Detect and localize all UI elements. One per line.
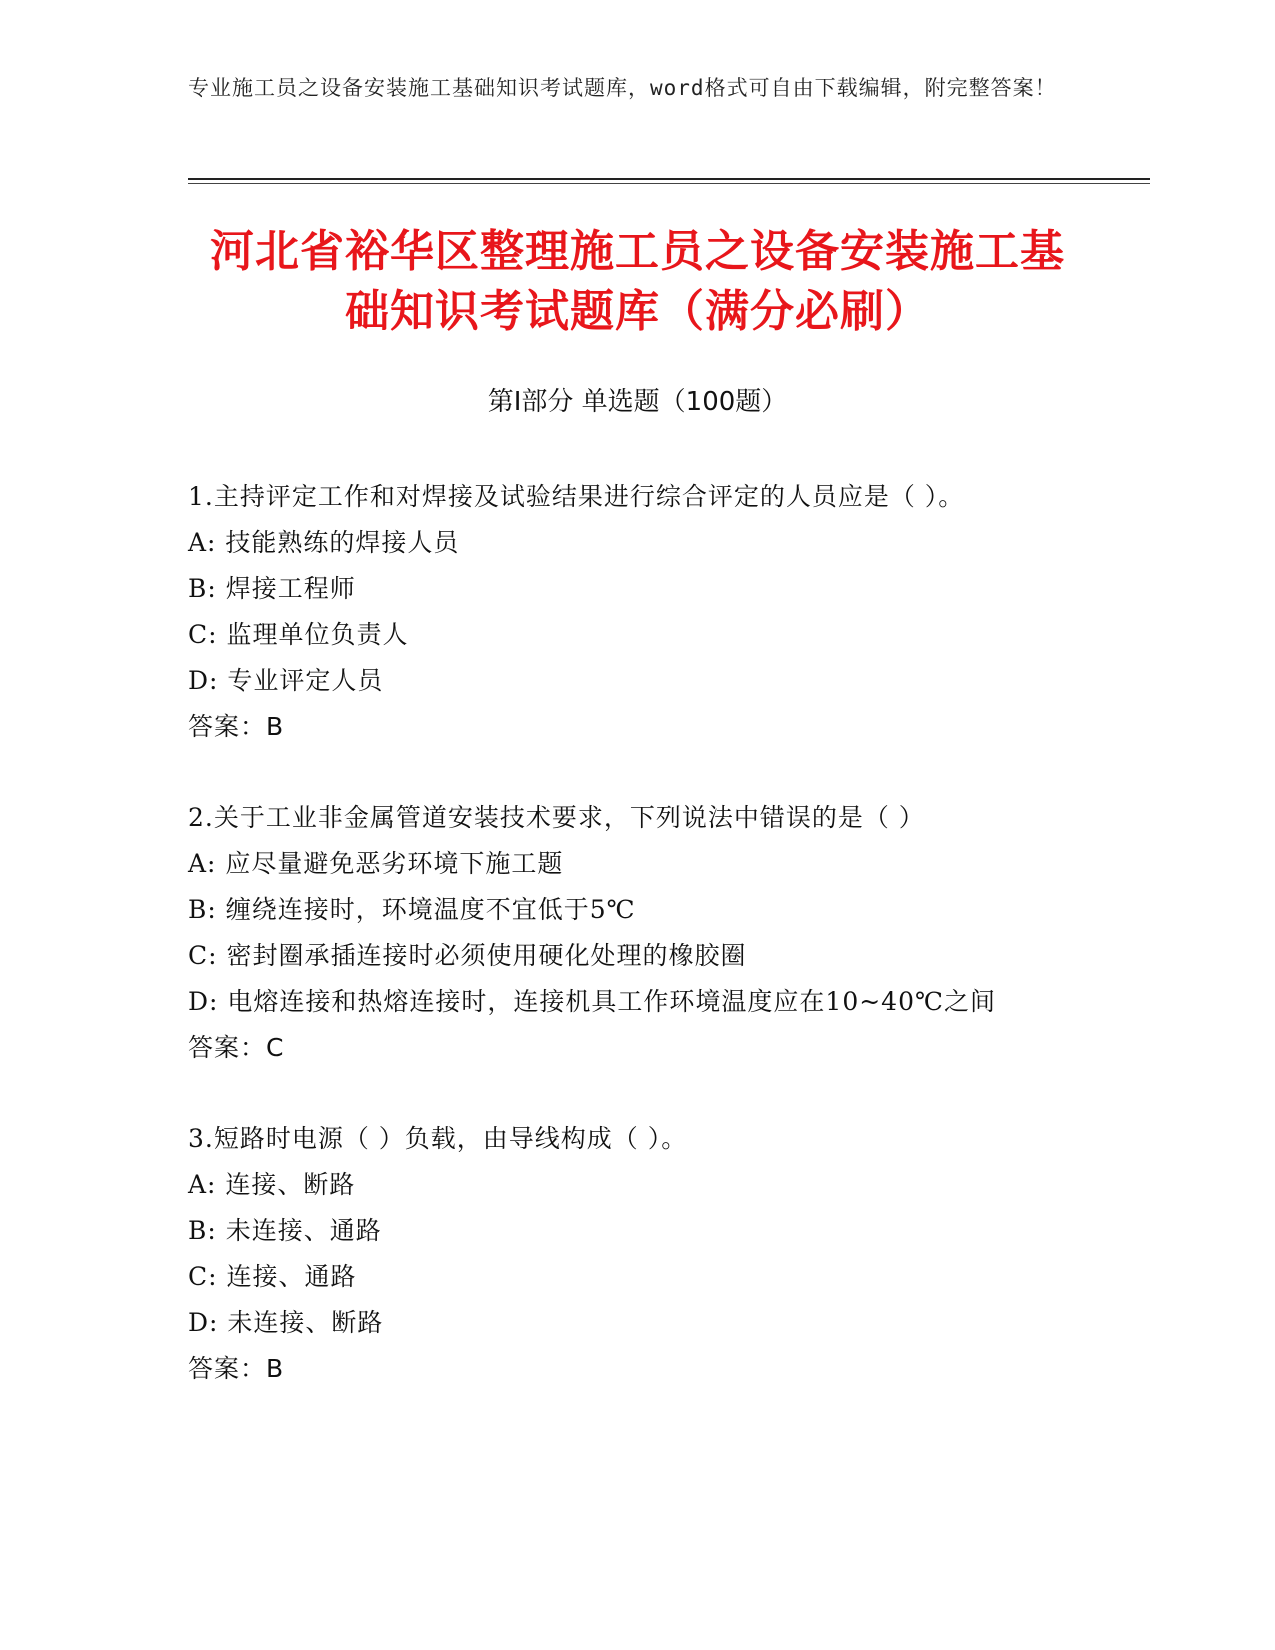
answer: 答案：B (188, 1354, 285, 1383)
document-title-line-1: 河北省裕华区整理施工员之设备安装施工基 (210, 226, 1065, 277)
question-gap (188, 1071, 1088, 1116)
question-2 (188, 795, 1088, 1071)
question-1 (188, 474, 1088, 750)
option-d: D: 专业评定人员 (188, 666, 384, 695)
option-c: C: 密封圈承插连接时必须使用硬化处理的橡胶圈 (188, 941, 747, 970)
answer: 答案：C (188, 1033, 285, 1062)
option-c: C: 监理单位负责人 (188, 620, 409, 649)
option-a: A: 应尽量避免恶劣环境下施工题 (188, 849, 564, 878)
document-title (150, 222, 1125, 342)
question-list (188, 474, 1088, 1392)
question-3 (188, 1116, 1088, 1392)
option-b: B: 焊接工程师 (188, 574, 356, 603)
option-b: B: 未连接、通路 (188, 1216, 382, 1245)
header-note: 专业施工员之设备安装施工基础知识考试题库，word格式可自由下载编辑，附完整答案！ (188, 76, 1057, 100)
option-d: D: 未连接、断路 (188, 1308, 384, 1337)
question-stem: 3.短路时电源（ ）负载，由导线构成（ ）。 (188, 1124, 688, 1153)
section-heading: 第I部分 单选题（100题） (487, 387, 788, 417)
question-stem: 1.主持评定工作和对焊接及试验结果进行综合评定的人员应是（ ）。 (188, 482, 965, 511)
document-title-line-2: 础知识考试题库（满分必刷） (345, 286, 930, 337)
header-divider-thick (188, 178, 1150, 180)
question-stem: 2.关于工业非金属管道安装技术要求，下列说法中错误的是（ ） (188, 803, 925, 832)
option-c: C: 连接、通路 (188, 1262, 357, 1291)
question-gap (188, 750, 1088, 795)
header-divider-thin (188, 183, 1150, 184)
option-a: A: 连接、断路 (188, 1170, 356, 1199)
option-b: B: 缠绕连接时，环境温度不宜低于5℃ (188, 895, 636, 924)
option-a: A: 技能熟练的焊接人员 (188, 528, 460, 557)
answer: 答案：B (188, 712, 285, 741)
option-d: D: 电熔连接和热熔连接时，连接机具工作环境温度应在10~40℃之间 (188, 987, 996, 1016)
